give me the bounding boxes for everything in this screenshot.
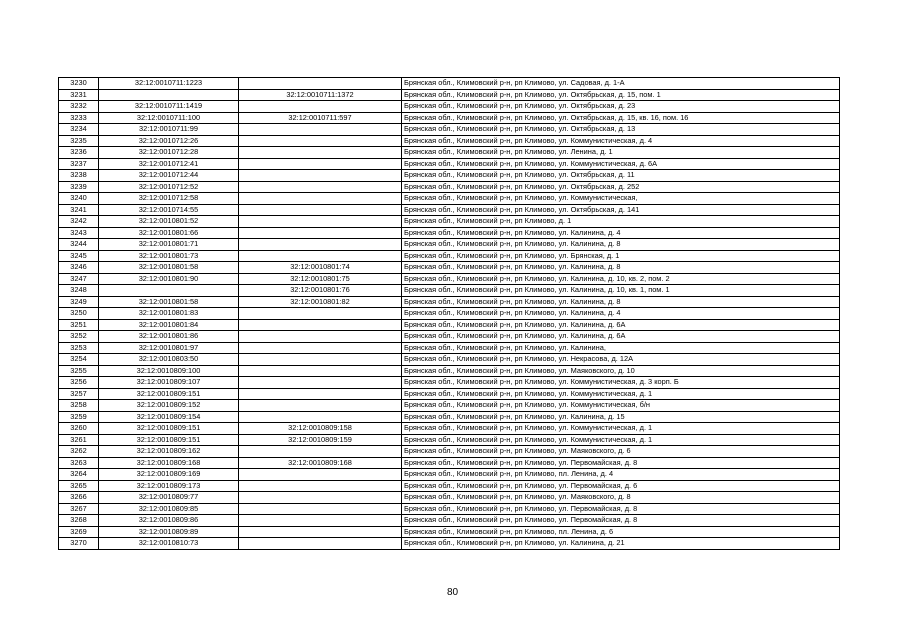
linked-cadastral-number-cell: [239, 124, 402, 136]
row-number-cell: 3230: [59, 78, 99, 90]
table-row: [59, 503, 840, 515]
cadastral-number-cell: 32:12:0010711:1419: [99, 101, 239, 113]
address-cell: Брянская обл., Климовский р-н, рп Климово, ул. Коммунистическая, д. 1: [402, 423, 840, 435]
address-cell: Брянская обл., Климовский р-н, рп Климово, ул. Октябрьская, д. 252: [402, 181, 840, 193]
address-cell: Брянская обл., Климовский р-н, рп Климово, пл. Ленина, д. 4: [402, 469, 840, 481]
cadastral-number-cell: 32:12:0010801:90: [99, 273, 239, 285]
cadastral-number-cell: 32:12:0010809:85: [99, 503, 239, 515]
table-row: [59, 296, 840, 308]
linked-cadastral-number-cell: [239, 227, 402, 239]
linked-cadastral-number-cell: [239, 158, 402, 170]
linked-cadastral-number-cell: [239, 377, 402, 389]
linked-cadastral-number-cell: [239, 308, 402, 320]
table-row: [59, 526, 840, 538]
row-number-cell: 3247: [59, 273, 99, 285]
linked-cadastral-number-cell: 32:12:0010801:74: [239, 262, 402, 274]
address-cell: Брянская обл., Климовский р-н, рп Климово, ул. Калинина, д. 10, кв. 1, пом. 1: [402, 285, 840, 297]
address-cell: Брянская обл., Климовский р-н, рп Климово, ул. Калинина, д. 21: [402, 538, 840, 550]
address-cell: Брянская обл., Климовский р-н, рп Климово, ул. Некрасова, д. 12А: [402, 354, 840, 366]
linked-cadastral-number-cell: [239, 411, 402, 423]
cadastral-number-cell: 32:12:0010801:83: [99, 308, 239, 320]
cadastral-number-cell: 32:12:0010809:86: [99, 515, 239, 527]
linked-cadastral-number-cell: [239, 480, 402, 492]
row-number-cell: 3250: [59, 308, 99, 320]
row-number-cell: 3268: [59, 515, 99, 527]
row-number-cell: 3239: [59, 181, 99, 193]
row-number-cell: 3261: [59, 434, 99, 446]
linked-cadastral-number-cell: 32:12:0010711:597: [239, 112, 402, 124]
row-number-cell: 3255: [59, 365, 99, 377]
row-number-cell: 3237: [59, 158, 99, 170]
row-number-cell: 3231: [59, 89, 99, 101]
address-cell: Брянская обл., Климовский р-н, рп Климово, ул. Коммунистическая, д. 6А: [402, 158, 840, 170]
address-cell: Брянская обл., Климовский р-н, рп Климово, ул. Коммунистическая, д. 1: [402, 388, 840, 400]
table-row: [59, 216, 840, 228]
cadastral-number-cell: 32:12:0010711:1223: [99, 78, 239, 90]
table-row: [59, 147, 840, 159]
row-number-cell: 3260: [59, 423, 99, 435]
address-cell: Брянская обл., Климовский р-н, рп Климово, ул. Калинина, д. 8: [402, 296, 840, 308]
row-number-cell: 3235: [59, 135, 99, 147]
address-cell: Брянская обл., Климовский р-н, рп Климово, ул. Маяковского, д. 8: [402, 492, 840, 504]
cadastral-number-cell: 32:12:0010803:50: [99, 354, 239, 366]
table-row: [59, 434, 840, 446]
cadastral-number-cell: 32:12:0010809:152: [99, 400, 239, 412]
cadastral-number-cell: [99, 89, 239, 101]
address-cell: Брянская обл., Климовский р-н, рп Климово, ул. Первомайская, д. 6: [402, 480, 840, 492]
table-row: [59, 457, 840, 469]
row-number-cell: 3241: [59, 204, 99, 216]
row-number-cell: 3248: [59, 285, 99, 297]
cadastral-number-cell: 32:12:0010809:169: [99, 469, 239, 481]
row-number-cell: 3232: [59, 101, 99, 113]
cadastral-number-cell: 32:12:0010809:154: [99, 411, 239, 423]
row-number-cell: 3242: [59, 216, 99, 228]
linked-cadastral-number-cell: [239, 147, 402, 159]
linked-cadastral-number-cell: [239, 469, 402, 481]
cadastral-number-cell: 32:12:0010809:151: [99, 423, 239, 435]
cadastral-number-cell: 32:12:0010801:84: [99, 319, 239, 331]
address-cell: Брянская обл., Климовский р-н, рп Климово, ул. Калинина,: [402, 342, 840, 354]
table-row: [59, 170, 840, 182]
table-row: [59, 377, 840, 389]
row-number-cell: 3270: [59, 538, 99, 550]
linked-cadastral-number-cell: [239, 204, 402, 216]
table-row: [59, 112, 840, 124]
table-row: [59, 331, 840, 343]
row-number-cell: 3249: [59, 296, 99, 308]
table-row: [59, 101, 840, 113]
table-row: [59, 469, 840, 481]
table-row: [59, 515, 840, 527]
table-row: [59, 480, 840, 492]
address-cell: Брянская обл., Климовский р-н, рп Климово, ул. Коммунистическая, д. 4: [402, 135, 840, 147]
address-cell: Брянская обл., Климовский р-н, рп Климово, ул. Октябрьская, д. 11: [402, 170, 840, 182]
table-row: [59, 365, 840, 377]
table-row: [59, 78, 840, 90]
address-cell: Брянская обл., Климовский р-н, рп Климово, ул. Октябрьская, д. 15, кв. 16, пом. 16: [402, 112, 840, 124]
address-cell: Брянская обл., Климовский р-н, рп Климово, ул. Калинина, д. 8: [402, 262, 840, 274]
table-row: [59, 285, 840, 297]
address-cell: Брянская обл., Климовский р-н, рп Климово, ул. Коммунистическая, д. 3 корп. Б: [402, 377, 840, 389]
table-row: [59, 204, 840, 216]
cadastral-number-cell: 32:12:0010712:26: [99, 135, 239, 147]
cadastral-number-cell: 32:12:0010809:162: [99, 446, 239, 458]
table-row: [59, 400, 840, 412]
row-number-cell: 3259: [59, 411, 99, 423]
table-row: [59, 308, 840, 320]
linked-cadastral-number-cell: [239, 181, 402, 193]
linked-cadastral-number-cell: [239, 331, 402, 343]
address-cell: Брянская обл., Климовский р-н, рп Климово, ул. Калинина, д. 8: [402, 239, 840, 251]
row-number-cell: 3252: [59, 331, 99, 343]
table-row: [59, 538, 840, 550]
table-row: [59, 342, 840, 354]
cadastral-number-cell: 32:12:0010712:41: [99, 158, 239, 170]
linked-cadastral-number-cell: [239, 135, 402, 147]
address-cell: Брянская обл., Климовский р-н, рп Климово, ул. Коммунистическая,: [402, 193, 840, 205]
linked-cadastral-number-cell: [239, 538, 402, 550]
row-number-cell: 3233: [59, 112, 99, 124]
row-number-cell: 3262: [59, 446, 99, 458]
row-number-cell: 3244: [59, 239, 99, 251]
cadastral-number-cell: 32:12:0010712:58: [99, 193, 239, 205]
row-number-cell: 3240: [59, 193, 99, 205]
table-row: [59, 388, 840, 400]
row-number-cell: 3234: [59, 124, 99, 136]
linked-cadastral-number-cell: [239, 216, 402, 228]
cadastral-number-cell: 32:12:0010809:100: [99, 365, 239, 377]
linked-cadastral-number-cell: 32:12:0010711:1372: [239, 89, 402, 101]
table-row: [59, 319, 840, 331]
cadastral-number-cell: 32:12:0010801:66: [99, 227, 239, 239]
address-cell: Брянская обл., Климовский р-н, рп Климово, ул. Калинина, д. 6А: [402, 331, 840, 343]
table-row: [59, 262, 840, 274]
table-row: [59, 227, 840, 239]
cadastral-number-cell: 32:12:0010714:55: [99, 204, 239, 216]
linked-cadastral-number-cell: [239, 354, 402, 366]
address-cell: Брянская обл., Климовский р-н, рп Климово, ул. Первомайская, д. 8: [402, 515, 840, 527]
property-registry-table: [58, 77, 840, 550]
row-number-cell: 3256: [59, 377, 99, 389]
table-row: [59, 354, 840, 366]
row-number-cell: 3257: [59, 388, 99, 400]
registry-table-body: [59, 78, 840, 550]
cadastral-number-cell: 32:12:0010809:77: [99, 492, 239, 504]
address-cell: Брянская обл., Климовский р-н, рп Климово, ул. Октябрьская, д. 15, пом. 1: [402, 89, 840, 101]
cadastral-number-cell: 32:12:0010711:100: [99, 112, 239, 124]
address-cell: Брянская обл., Климовский р-н, рп Климово, ул. Садовая, д. 1-А: [402, 78, 840, 90]
address-cell: Брянская обл., Климовский р-н, рп Климово, ул. Первомайская, д. 8: [402, 503, 840, 515]
address-cell: Брянская обл., Климовский р-н, рп Климово, пл. Ленина, д. 6: [402, 526, 840, 538]
row-number-cell: 3238: [59, 170, 99, 182]
cadastral-number-cell: 32:12:0010712:44: [99, 170, 239, 182]
row-number-cell: 3267: [59, 503, 99, 515]
cadastral-number-cell: 32:12:0010809:89: [99, 526, 239, 538]
cadastral-number-cell: 32:12:0010801:71: [99, 239, 239, 251]
row-number-cell: 3269: [59, 526, 99, 538]
cadastral-number-cell: 32:12:0010801:58: [99, 296, 239, 308]
address-cell: Брянская обл., Климовский р-н, рп Климово, ул. Октябрьская, д. 141: [402, 204, 840, 216]
row-number-cell: 3246: [59, 262, 99, 274]
table-row: [59, 239, 840, 251]
table-row: [59, 193, 840, 205]
address-cell: Брянская обл., Климовский р-н, рп Климово, ул. Октябрьская, д. 13: [402, 124, 840, 136]
address-cell: Брянская обл., Климовский р-н, рп Климово, ул. Коммунистическая, д. 1: [402, 434, 840, 446]
cadastral-number-cell: 32:12:0010801:73: [99, 250, 239, 262]
cadastral-number-cell: [99, 285, 239, 297]
cadastral-number-cell: 32:12:0010801:58: [99, 262, 239, 274]
page-number: 80: [446, 587, 459, 598]
linked-cadastral-number-cell: [239, 101, 402, 113]
linked-cadastral-number-cell: [239, 319, 402, 331]
linked-cadastral-number-cell: 32:12:0010809:159: [239, 434, 402, 446]
address-cell: Брянская обл., Климовский р-н, рп Климово, ул. Ленина, д. 1: [402, 147, 840, 159]
linked-cadastral-number-cell: [239, 526, 402, 538]
address-cell: Брянская обл., Климовский р-н, рп Климово, ул. Маяковского, д. 6: [402, 446, 840, 458]
table-row: [59, 273, 840, 285]
table-row: [59, 423, 840, 435]
address-cell: Брянская обл., Климовский р-н, рп Климово, ул. Первомайская, д. 8: [402, 457, 840, 469]
table-row: [59, 135, 840, 147]
table-row: [59, 411, 840, 423]
cadastral-number-cell: 32:12:0010809:173: [99, 480, 239, 492]
linked-cadastral-number-cell: [239, 78, 402, 90]
address-cell: Брянская обл., Климовский р-н, рп Климово, ул. Калинина, д. 6А: [402, 319, 840, 331]
linked-cadastral-number-cell: [239, 170, 402, 182]
cadastral-number-cell: 32:12:0010809:151: [99, 388, 239, 400]
address-cell: Брянская обл., Климовский р-н, рп Климово, ул. Калинина, д. 10, кв. 2, пом. 2: [402, 273, 840, 285]
cadastral-number-cell: 32:12:0010801:52: [99, 216, 239, 228]
address-cell: Брянская обл., Климовский р-н, рп Климово, ул. Калинина, д. 4: [402, 227, 840, 239]
cadastral-number-cell: 32:12:0010711:99: [99, 124, 239, 136]
linked-cadastral-number-cell: 32:12:0010809:168: [239, 457, 402, 469]
linked-cadastral-number-cell: [239, 250, 402, 262]
linked-cadastral-number-cell: 32:12:0010801:82: [239, 296, 402, 308]
linked-cadastral-number-cell: 32:12:0010801:76: [239, 285, 402, 297]
cadastral-number-cell: 32:12:0010809:107: [99, 377, 239, 389]
address-cell: Брянская обл., Климовский р-н, рп Климово, ул. Калинина, д. 15: [402, 411, 840, 423]
row-number-cell: 3254: [59, 354, 99, 366]
table-row: [59, 124, 840, 136]
table-row: [59, 158, 840, 170]
linked-cadastral-number-cell: [239, 365, 402, 377]
cadastral-number-cell: 32:12:0010712:52: [99, 181, 239, 193]
row-number-cell: 3251: [59, 319, 99, 331]
linked-cadastral-number-cell: [239, 503, 402, 515]
address-cell: Брянская обл., Климовский р-н, рп Климово, д. 1: [402, 216, 840, 228]
linked-cadastral-number-cell: 32:12:0010809:158: [239, 423, 402, 435]
row-number-cell: 3253: [59, 342, 99, 354]
row-number-cell: 3258: [59, 400, 99, 412]
table-row: [59, 89, 840, 101]
linked-cadastral-number-cell: [239, 388, 402, 400]
linked-cadastral-number-cell: [239, 400, 402, 412]
row-number-cell: 3236: [59, 147, 99, 159]
cadastral-number-cell: 32:12:0010809:151: [99, 434, 239, 446]
linked-cadastral-number-cell: [239, 515, 402, 527]
cadastral-number-cell: 32:12:0010801:86: [99, 331, 239, 343]
cadastral-number-cell: 32:12:0010801:97: [99, 342, 239, 354]
row-number-cell: 3266: [59, 492, 99, 504]
linked-cadastral-number-cell: 32:12:0010801:75: [239, 273, 402, 285]
address-cell: Брянская обл., Климовский р-н, рп Климово, ул. Октябрьская, д. 23: [402, 101, 840, 113]
cadastral-number-cell: 32:12:0010810:73: [99, 538, 239, 550]
row-number-cell: 3264: [59, 469, 99, 481]
row-number-cell: 3245: [59, 250, 99, 262]
address-cell: Брянская обл., Климовский р-н, рп Климово, ул. Коммунистическая, б/н: [402, 400, 840, 412]
row-number-cell: 3265: [59, 480, 99, 492]
linked-cadastral-number-cell: [239, 239, 402, 251]
address-cell: Брянская обл., Климовский р-н, рп Климово, ул. Калинина, д. 4: [402, 308, 840, 320]
row-number-cell: 3263: [59, 457, 99, 469]
table-row: [59, 250, 840, 262]
table-row: [59, 181, 840, 193]
cadastral-number-cell: 32:12:0010809:168: [99, 457, 239, 469]
linked-cadastral-number-cell: [239, 193, 402, 205]
table-row: [59, 446, 840, 458]
linked-cadastral-number-cell: [239, 492, 402, 504]
table-row: [59, 492, 840, 504]
cadastral-number-cell: 32:12:0010712:28: [99, 147, 239, 159]
row-number-cell: 3243: [59, 227, 99, 239]
linked-cadastral-number-cell: [239, 446, 402, 458]
address-cell: Брянская обл., Климовский р-н, рп Климово, ул. Маяковского, д. 10: [402, 365, 840, 377]
address-cell: Брянская обл., Климовский р-н, рп Климово, ул. Брянская, д. 1: [402, 250, 840, 262]
linked-cadastral-number-cell: [239, 342, 402, 354]
